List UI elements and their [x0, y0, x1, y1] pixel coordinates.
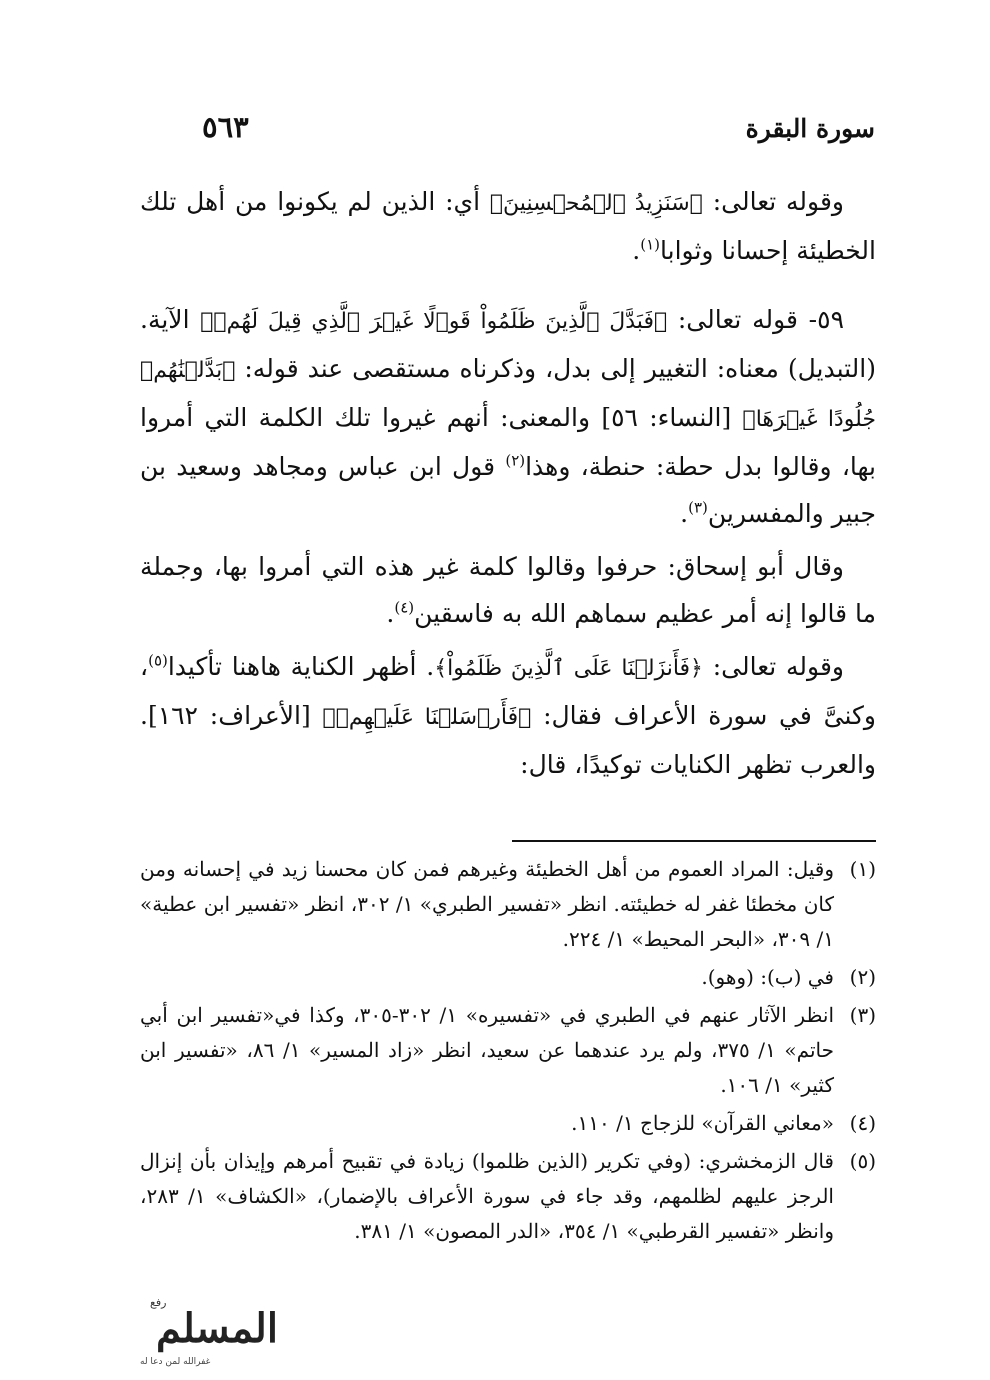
- text-run: وقوله تعالى:: [702, 187, 844, 216]
- footnote-ref: (١): [640, 235, 661, 254]
- footnote-text: في (ب): (وهو).: [701, 965, 834, 989]
- footnote-text: وقيل: المراد العموم من أهل الخطيئة وغيرهم فمن كان محسنا زيد في إحسانه ومن كان مخطئا غفر له خطيئته. انظر «تفسير الطبري» ١/ ٣٠٢، انظر «تفسير ابن عطية» ١/ ٣٠٩، «البحر المحيط» ١/ ٢٢٤.: [140, 857, 834, 951]
- footnote: [140, 998, 876, 1103]
- page-header: [140, 110, 875, 150]
- text-run: وقال أبو إسحاق: حرفوا وقالوا كلمة غير هذه التي أمروا بها، وجملة ما قالوا إنه أمر عظيم سماهم الله به فاسقين: [140, 552, 876, 628]
- quran-quote: ﴿فَبَدَّلَ ٱلَّذِينَ ظَلَمُواْ قَوۡلًا غَيۡرَ ٱلَّذِي قِيلَ لَهُمۡ﴾: [200, 309, 668, 334]
- text-run: ٥٩- قوله تعالى:: [667, 305, 844, 334]
- paragraph-3: [140, 543, 876, 637]
- paragraph-4: [140, 643, 876, 788]
- text-run: .: [386, 599, 395, 628]
- watermark-top-mark: رفع: [150, 1296, 167, 1309]
- text-run: .: [680, 499, 689, 528]
- footnote-number: (١): [849, 857, 876, 881]
- footnote: [140, 960, 876, 995]
- footnote-number: (٢): [849, 965, 876, 989]
- text-run: [الأعراف: ١٦٢]. والعرب تظهر الكنايات توكيدًا، قال:: [140, 701, 876, 779]
- watermark-subtext: غفرالله لمن دعا له: [140, 1357, 211, 1367]
- footnote: [140, 852, 876, 957]
- page-number: ٥٦٣: [202, 110, 249, 144]
- quran-quote: ﴿فَأَرۡسَلۡنَا عَلَيۡهِمۡ﴾: [322, 705, 532, 730]
- quran-quote: ﴿فَأَنزَلۡنَا عَلَى ٱلَّذِينَ ظَلَمُواْ﴾: [434, 656, 703, 681]
- footnote-text: انظر الآثار عنهم في الطبري في «تفسيره» ١/ ٣٠٢-٣٠٥، وكذا في«تفسير ابن أبي حاتم» ١/ ٣٧٥، ولم يرد عندهما عن سعيد، انظر «زاد المسير» ١/ ٨٦، «تفسير ابن كثير» ١/ ١٠٦.: [140, 1003, 834, 1097]
- text-run: الآية. (التبديل) معناه: التغيير إلى بدل، وذكرناه مستقصى عند قوله:: [140, 305, 876, 383]
- footnote: [140, 1144, 876, 1249]
- text-run: . أظهر الكناية هاهنا تأكيدا: [167, 652, 435, 681]
- footnote-number: (٣): [849, 1003, 876, 1027]
- footnote-separator: [512, 840, 876, 842]
- footnote-number: (٥): [849, 1149, 876, 1173]
- paragraph-1: [140, 178, 876, 274]
- text-run: ، وكنىَّ في سورة الأعراف فقال:: [140, 652, 876, 730]
- text-run: [النساء: ٥٦] والمعنى: أنهم غيروا تلك الكلمة التي أمروا بها، وقالوا بدل حطة: حنطة، وهذا: [140, 403, 876, 481]
- footnote-ref: (٥): [148, 651, 168, 670]
- footnote-text: «معاني القرآن» للزجاج ١/ ١١٠.: [571, 1111, 834, 1135]
- surah-title: سورة البقرة: [745, 114, 875, 143]
- footnote-ref: (٤): [394, 598, 415, 617]
- footnote: [140, 1106, 876, 1141]
- text-run: أي: الذين لم يكونوا من أهل تلك الخطيئة إحسانا وثوابا: [140, 187, 876, 265]
- paragraph-2: [140, 296, 876, 537]
- footnote-number: (٤): [849, 1111, 876, 1135]
- quran-quote: ﴿بَدَّلۡنَٰهُمۡ جُلُودًا غَيۡرَهَا﴾: [140, 358, 876, 432]
- watermark-logo: [8, 1292, 278, 1372]
- text-run: قول ابن عباس ومجاهد وسعيد بن جبير والمفسرين: [140, 452, 876, 528]
- footnote-ref: (٣): [688, 498, 708, 517]
- text-run: وقوله تعالى:: [702, 652, 844, 681]
- quran-quote: ﴿سَنَزِيدُ ٱلۡمُحۡسِنِينَ﴾: [489, 191, 703, 216]
- main-text: [140, 178, 876, 788]
- footnote-text: قال الزمخشري: (وفي تكرير (الذين ظلموا) زيادة في تقبيح أمرهم وإيذان بأن إنزال الرجز عليهم لظلمهم، وقد جاء في سورة الأعراف بالإضمار)، «الكشاف» ١/ ٢٨٣، وانظر «تفسير القرطبي» ١/ ٣٥٤، «الدر المصون» ١/ ٣٨١.: [140, 1149, 834, 1243]
- footnotes: [140, 852, 876, 1252]
- watermark-text: المسلم: [156, 1305, 278, 1352]
- footnote-ref: (٢): [505, 451, 526, 470]
- text-run: .: [632, 236, 641, 265]
